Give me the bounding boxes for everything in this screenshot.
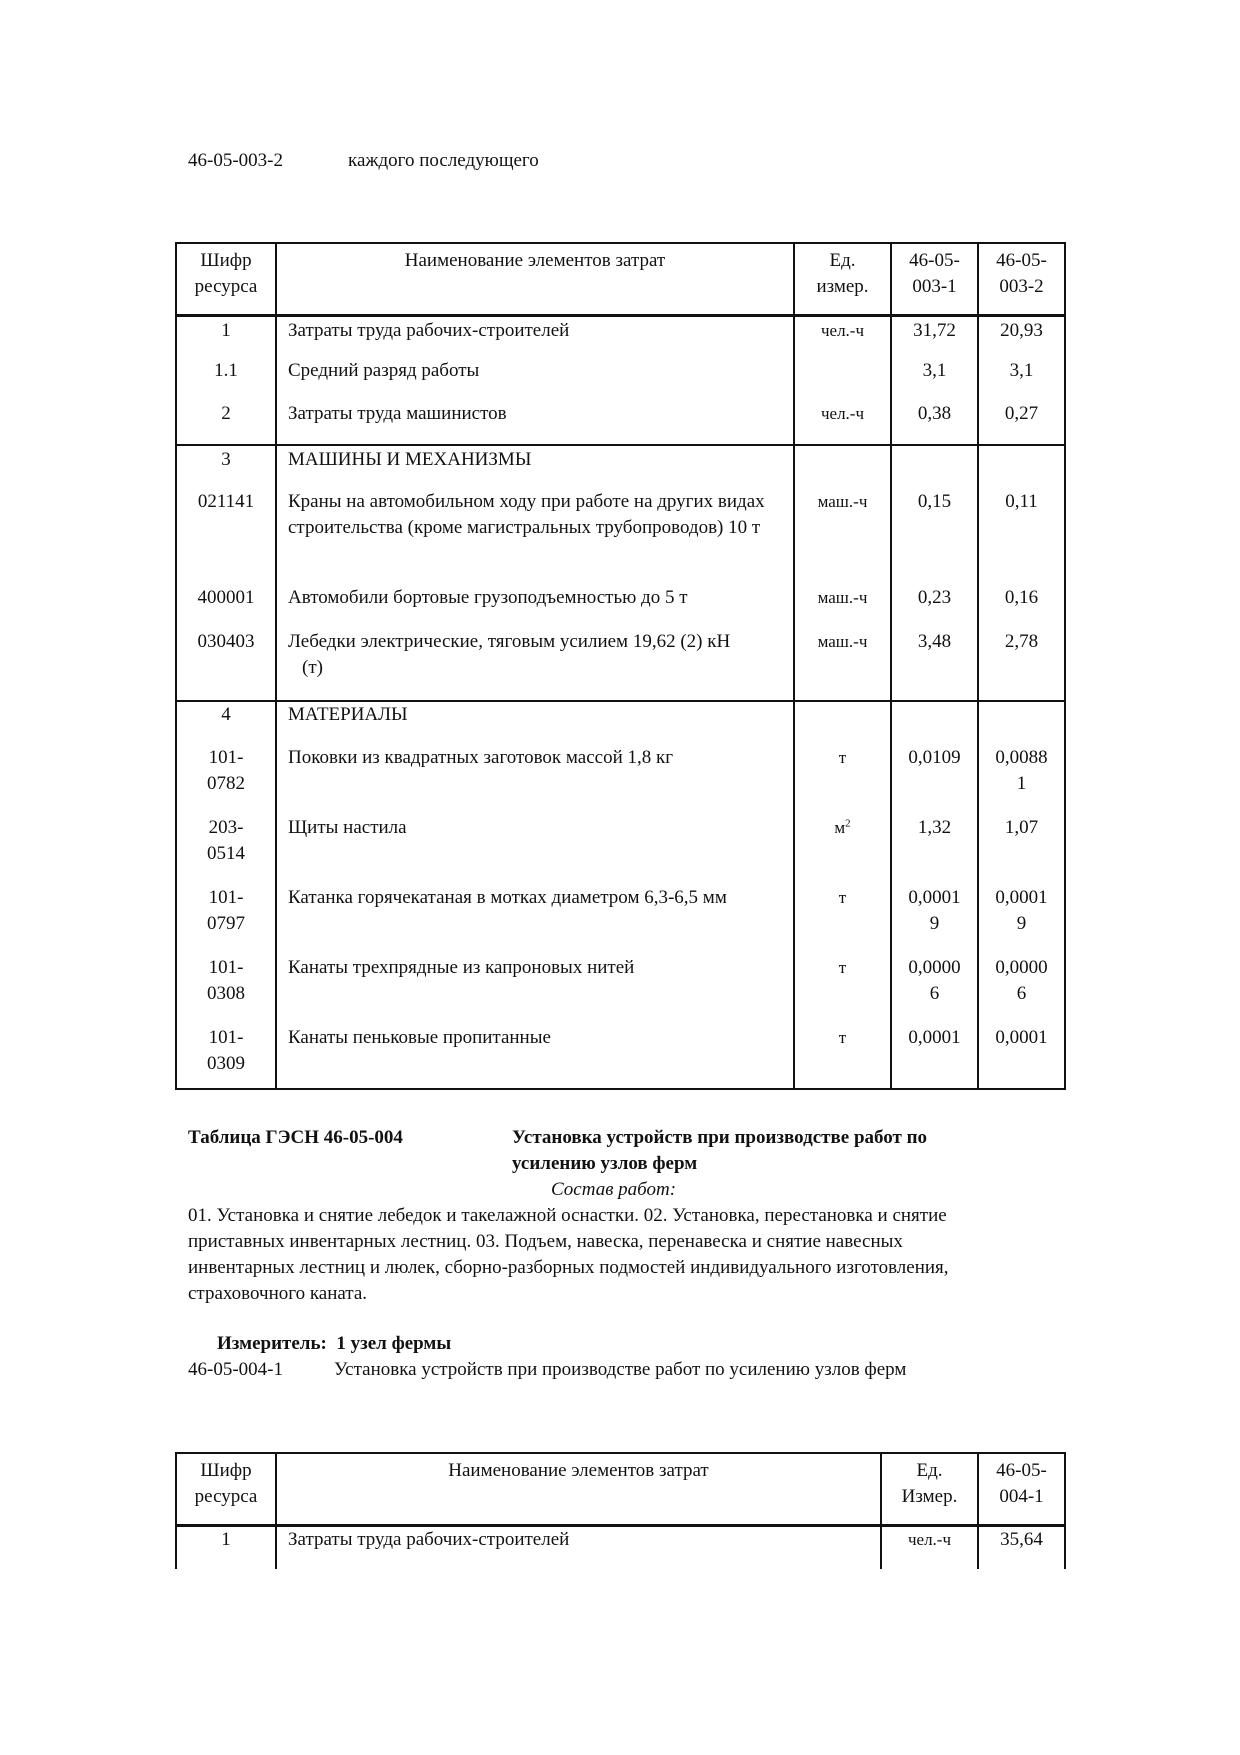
norm-code-line: [188, 1357, 906, 1383]
row-value-1: 0,15: [891, 489, 978, 585]
row-unit: маш.-ч: [794, 585, 891, 629]
section-title: МАТЕРИАЛЫ: [276, 701, 794, 745]
row-code: 203- 0514: [176, 815, 276, 885]
row-value-2: 1,07: [978, 815, 1065, 885]
header-col-46-05-003-1: 46-05- 003-1: [891, 243, 978, 315]
row-value-1: 31,72: [891, 315, 978, 358]
row-value-2: 0,0088 1: [978, 745, 1065, 815]
header-unit: Ед. Измер.: [881, 1453, 978, 1525]
row-unit: т: [794, 1025, 891, 1089]
row-name: Поковки из квадратных заготовок массой 1,8 кг: [276, 745, 794, 815]
row-value-2: 0,0001 9: [978, 885, 1065, 955]
header-code: Шифр ресурса: [176, 243, 276, 315]
row-name: Краны на автомобильном ходу при работе на других видах строительства (кроме магистральных трубопроводов) 10 т: [276, 489, 794, 585]
row-value-1: 0,0001: [891, 1025, 978, 1089]
table-row: [176, 885, 1065, 955]
row-value-2: 0,11: [978, 489, 1065, 585]
section-row-materials: [176, 701, 1065, 745]
row-unit: чел.-ч: [881, 1525, 978, 1569]
row-unit: [794, 358, 891, 401]
row-name: Затраты труда рабочих-строителей: [276, 315, 794, 358]
header-col-46-05-004-1: 46-05- 004-1: [978, 1453, 1065, 1525]
row-value-1: 1,32: [891, 815, 978, 885]
resource-table-46-05-003: [175, 242, 1066, 1090]
row-code: 101- 0309: [176, 1025, 276, 1089]
row-unit: т: [794, 745, 891, 815]
composition-label: Состав работ:: [551, 1179, 677, 1200]
composition-text: 01. Установка и снятие лебедок и такелажной оснастки. 02. Установка, перестановка и снятие приставных инвентарных лестниц. 03. Подъем, навеска, перенавеска и снятие навесных инвентарных лестниц и люлек, сборно-разборных подмостей индивидуального изготовления, страховочного каната.: [188, 1205, 949, 1304]
table-row: [176, 1525, 1065, 1569]
section-row-machinery: [176, 445, 1065, 489]
row-name: Лебедки электрические, тяговым усилием 19,62 (2) кН (т): [276, 629, 794, 701]
row-code: 030403: [176, 629, 276, 701]
section-title: МАШИНЫ И МЕХАНИЗМЫ: [276, 445, 794, 489]
row-code: 101- 0797: [176, 885, 276, 955]
row-value-2: 0,0000 6: [978, 955, 1065, 1025]
row-value-2: [978, 445, 1065, 489]
row-code: 101- 0308: [176, 955, 276, 1025]
table-row: [176, 1025, 1065, 1089]
row-unit: т: [794, 955, 891, 1025]
row-value-1: 0,0109: [891, 745, 978, 815]
row-value-2: [978, 701, 1065, 745]
header-code: Шифр ресурса: [176, 1453, 276, 1525]
norm-text: Установка устройств при производстве работ по усилению узлов ферм: [334, 1359, 907, 1380]
row-unit: [794, 701, 891, 745]
row-value-1: 3,1: [891, 358, 978, 401]
row-unit: маш.-ч: [794, 489, 891, 585]
table-row: [176, 815, 1065, 885]
row-value-1: [891, 445, 978, 489]
row-value-2: 3,1: [978, 358, 1065, 401]
row-name: Автомобили бортовые грузоподъемностью до 5 т: [276, 585, 794, 629]
row-value-1: 0,0001 9: [891, 885, 978, 955]
row-unit: маш.-ч: [794, 629, 891, 701]
table-row: [176, 955, 1065, 1025]
row-name: Канаты трехпрядные из капроновых нитей: [276, 955, 794, 1025]
row-value-1: 0,38: [891, 401, 978, 445]
row-value-1: 3,48: [891, 629, 978, 701]
table-row: [176, 358, 1065, 401]
table-row: [176, 489, 1065, 585]
row-code: 4: [176, 701, 276, 745]
row-code: 2: [176, 401, 276, 445]
norm-code: 46-05-004-1: [188, 1359, 283, 1380]
resource-table-46-05-004: [175, 1452, 1066, 1569]
header-name: Наименование элементов затрат: [276, 243, 794, 315]
row-code: 400001: [176, 585, 276, 629]
row-name: Затраты труда рабочих-строителей: [276, 1525, 881, 1569]
table-header-row: [176, 243, 1065, 315]
row-name: Канаты пеньковые пропитанные: [276, 1025, 794, 1089]
table-label: Таблица ГЭСН 46-05-004: [188, 1127, 403, 1148]
row-name: Затраты труда машинистов: [276, 401, 794, 445]
row-code: 1.1: [176, 358, 276, 401]
row-name: Щиты настила: [276, 815, 794, 885]
row-code: 101- 0782: [176, 745, 276, 815]
row-code: 3: [176, 445, 276, 489]
row-value-1: 35,64: [978, 1525, 1065, 1569]
table-row: [176, 629, 1065, 701]
row-value-2: 0,16: [978, 585, 1065, 629]
row-unit: чел.-ч: [794, 401, 891, 445]
row-value-1: [891, 701, 978, 745]
table-header-row: [176, 1453, 1065, 1525]
row-name: Средний разряд работы: [276, 358, 794, 401]
row-code: 1: [176, 315, 276, 358]
row-unit: [794, 445, 891, 489]
table-row: [176, 585, 1065, 629]
row-unit: чел.-ч: [794, 315, 891, 358]
row-value-2: 0,0001: [978, 1025, 1065, 1089]
row-unit: $м^2$: [794, 815, 891, 885]
row-code: 021141: [176, 489, 276, 585]
row-value-2: 0,27: [978, 401, 1065, 445]
table-row: [176, 401, 1065, 445]
row-code: 1: [176, 1525, 276, 1569]
table-row: [176, 315, 1065, 358]
row-name: Катанка горячекатаная в мотках диаметром 6,3-6,5 мм: [276, 885, 794, 955]
row-value-1: 0,0000 6: [891, 955, 978, 1025]
section-title: Установка устройств при производстве работ по усилению узлов ферм: [512, 1127, 928, 1174]
norm-code: 46-05-003-2: [188, 150, 283, 171]
meter-line: Измеритель: 1 узел фермы: [217, 1333, 452, 1354]
header-name: Наименование элементов затрат: [276, 1453, 881, 1525]
norm-code-line: [188, 148, 539, 174]
header-unit: Ед. измер.: [794, 243, 891, 315]
row-value-2: 20,93: [978, 315, 1065, 358]
row-unit: т: [794, 885, 891, 955]
norm-text: каждого последующего: [348, 150, 539, 171]
header-col-46-05-003-2: 46-05- 003-2: [978, 243, 1065, 315]
row-value-2: 2,78: [978, 629, 1065, 701]
row-value-1: 0,23: [891, 585, 978, 629]
table-row: [176, 745, 1065, 815]
